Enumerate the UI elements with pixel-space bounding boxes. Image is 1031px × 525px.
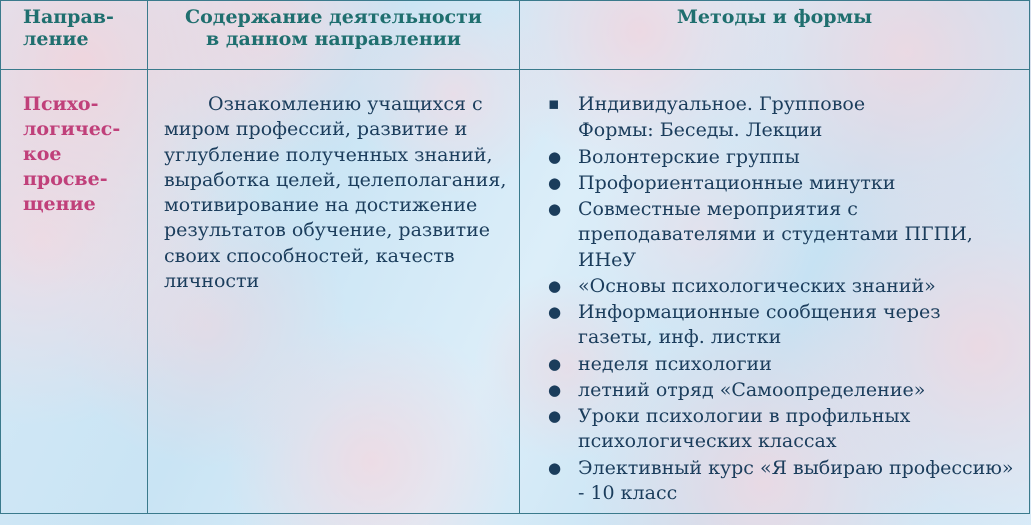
square-bullet-icon: ▪ — [548, 94, 560, 114]
list-item — [532, 456, 1019, 507]
cell-methods — [520, 70, 1030, 514]
header-methods-line1: Методы и формы — [676, 6, 873, 28]
list-item — [532, 171, 1019, 196]
cell-direction — [1, 70, 148, 514]
header-direction-line2: ление — [23, 27, 89, 50]
methods-list — [532, 92, 1019, 506]
round-bullet-icon: ● — [548, 380, 562, 399]
list-item-label: Индивидуальное. Групповое — [578, 93, 866, 115]
list-item-label: Совместные мероприятия с преподавателями и студентами ПГПИ, ИНеУ — [578, 198, 973, 271]
list-item-label: Профориентационные минутки — [578, 171, 896, 194]
direction-line-5: щение — [23, 193, 96, 216]
round-bullet-icon: ● — [548, 173, 562, 192]
list-item — [532, 404, 1019, 455]
cell-content — [148, 70, 520, 514]
list-item — [532, 274, 1019, 299]
table-row — [1, 70, 1030, 514]
direction-line-1: Психо- — [23, 93, 99, 115]
list-item-label: летний отряд «Самоопределение» — [578, 378, 926, 401]
list-item-label: Волонтерские группы — [578, 145, 800, 168]
list-item-label: Элективный курс «Я выбираю профессию» - 10 класс — [578, 456, 1014, 504]
list-item — [532, 197, 1019, 273]
list-item — [532, 378, 1019, 403]
direction-line-3: кое — [23, 143, 62, 166]
round-bullet-icon: ● — [548, 354, 562, 373]
list-item — [532, 92, 1019, 117]
header-content-line2: в данном направлении — [206, 27, 461, 50]
cell-spacer — [1, 223, 147, 309]
round-bullet-icon: ● — [548, 200, 562, 219]
header-content-line1: Содержание деятельности — [185, 6, 482, 28]
list-item-label: неделя психологии — [578, 352, 772, 375]
list-item-label: «Основы психологических знаний» — [578, 274, 936, 297]
list-item-label: Уроки психологии в профильных психологических классах — [578, 405, 911, 453]
table-header-cell-direction — [1, 1, 148, 70]
header-direction-line1: Направ- — [23, 6, 114, 28]
round-bullet-icon: ● — [548, 147, 562, 166]
list-item-label: Информационные сообщения через газеты, инф. листки — [578, 301, 941, 349]
list-item — [532, 352, 1019, 377]
content-paragraph: Ознакомлению учащихся с миром профессий, развитие и углубление полученных знаний, выработка целей, целеполагания, мотивирование на достижение результатов обучение, развитие своих способностей, качеств личности — [164, 93, 507, 292]
table-header-row — [1, 1, 1030, 70]
round-bullet-icon: ● — [548, 407, 562, 426]
direction-line-2: логичес- — [23, 118, 121, 141]
forms-line-label: Формы: Беседы. Лекции — [578, 119, 823, 142]
list-item — [532, 300, 1019, 351]
list-item — [532, 145, 1019, 170]
direction-line-4: просве- — [23, 168, 108, 191]
table-header-cell-content — [148, 1, 520, 70]
table-header-cell-methods — [520, 1, 1030, 70]
forms-line — [532, 118, 1019, 143]
round-bullet-icon: ● — [548, 303, 562, 322]
round-bullet-icon: ● — [548, 458, 562, 477]
round-bullet-icon: ● — [548, 276, 562, 295]
